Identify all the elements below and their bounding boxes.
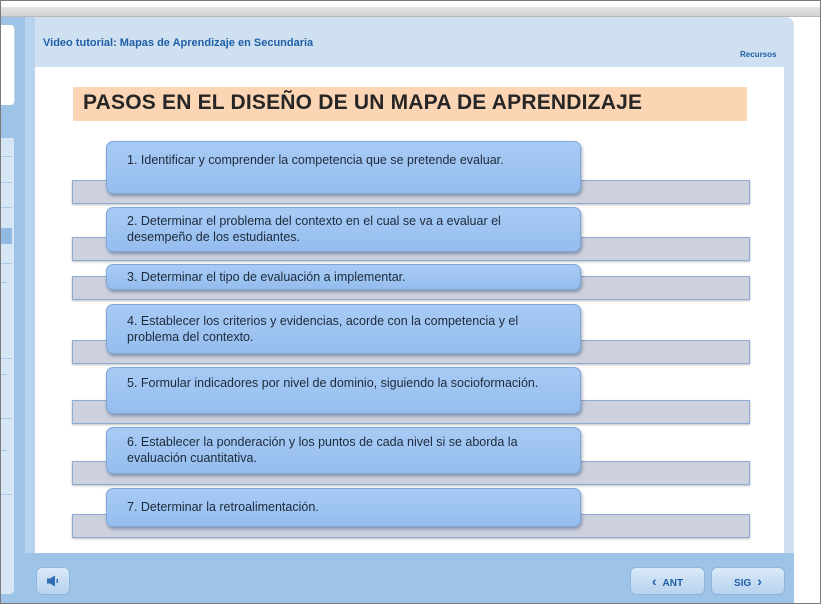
previous-label: ANT [662,578,684,589]
chevron-right-icon: › [757,573,762,589]
outline-item[interactable]: ... [1,278,7,285]
outline-divider [1,182,12,183]
course-title: Video tutorial: Mapas de Aprendizaje en Secundaria [43,37,314,49]
step-label: 7. Determinar la retroalimentación. [127,500,319,514]
sidebar-outline [1,138,14,594]
step-card-6 [106,427,581,474]
step-label: 1. Identificar y comprender la competencia que se pretende evaluar. [127,153,504,167]
resources-link[interactable]: Recursos [740,50,777,59]
chevron-left-icon: ‹ [651,573,657,589]
sidebar-thumbnail-panel [1,25,15,105]
outline-item[interactable]: ... [1,446,7,453]
slide-title [73,87,747,121]
step-label: 2. Determinar el problema del contexto en el cual se va a evaluar el desempeño de los estudiantes. [127,214,501,244]
sidebar-divider [25,17,35,603]
audio-button[interactable] [36,567,70,595]
outline-divider [1,418,12,419]
outline-item-selected[interactable] [1,228,12,244]
step-card-5 [106,367,581,414]
slide-title-text: PASOS EN EL DISEÑO DE UN MAPA DE APRENDIZAJE [83,91,643,114]
next-button[interactable] [711,567,785,595]
toolbar-strip [1,7,820,17]
speaker-icon [46,575,60,587]
step-card-2 [106,207,581,252]
step-card-1 [106,141,581,194]
right-margin [794,17,820,603]
outline-item[interactable]: ... [1,370,7,377]
outline-divider [1,358,12,359]
outline-divider [1,207,12,208]
step-card-3 [106,264,581,290]
step-label: 4. Establecer los criterios y evidencias, acorde con la competencia y el problema del contexto. [127,314,519,344]
previous-button[interactable] [630,567,705,595]
step-label: 5. Formular indicadores por nivel de dominio, siguiendo la socioformación. [127,376,539,390]
outline-divider [1,494,12,495]
outline-divider [1,156,12,157]
next-label: SIG [734,578,752,589]
step-card-7 [106,488,581,527]
step-label: 6. Establecer la ponderación y los puntos de cada nivel si se aborda la evaluación cuantitativa. [127,435,518,465]
step-label: 3. Determinar el tipo de evaluación a implementar. [127,270,406,284]
outline-divider [1,263,12,264]
step-card-4 [106,304,581,354]
